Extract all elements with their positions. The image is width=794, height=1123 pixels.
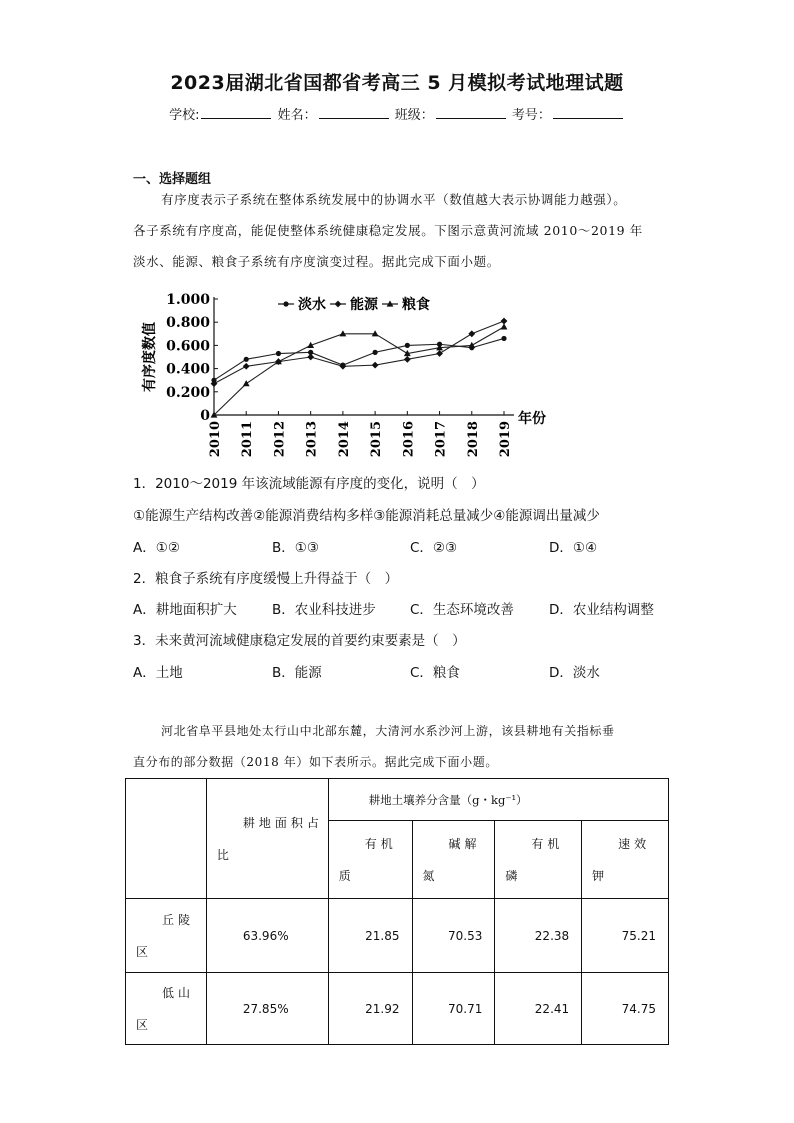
x-tick-label: 2010 xyxy=(208,421,223,458)
area-header-line: 耕地面积占 xyxy=(242,815,323,830)
data-point xyxy=(243,363,250,370)
row-name-line: 区 xyxy=(136,944,153,959)
cell-organic-phosphorus: 22.38 xyxy=(495,899,582,973)
row-name-hilly xyxy=(126,899,207,973)
x-tick-label: 2012 xyxy=(272,421,288,458)
data-point xyxy=(276,351,281,356)
y-axis-label: 有序度数值 xyxy=(142,322,158,392)
col-header-line: 有机 xyxy=(364,836,397,851)
row-name-line: 区 xyxy=(136,1017,153,1032)
class-blank[interactable] xyxy=(436,106,506,119)
q1-statements: ①能源生产结构改善②能源消费结构多样③能源消耗总量减少④能源调出量减少 xyxy=(133,508,600,524)
passage-1-line: 有序度表示子系统在整体系统发展中的协调水平（数值越大表示协调能力越强）。 xyxy=(161,192,627,207)
col-header-line: 有机 xyxy=(531,836,564,851)
cell-alkali-nitrogen: 70.53 xyxy=(412,899,495,973)
data-point xyxy=(404,356,411,363)
data-point xyxy=(501,323,508,329)
q2-option-b[interactable]: B．农业科技进步 xyxy=(272,602,376,618)
x-tick-label: 2011 xyxy=(240,421,256,458)
series-line xyxy=(214,321,504,384)
y-tick-label: 0.200 xyxy=(166,384,210,401)
area-header-line: 比 xyxy=(216,847,233,862)
data-point xyxy=(243,380,250,386)
cell-area: 27.85% xyxy=(206,973,328,1045)
q1-option-d[interactable]: D．①④ xyxy=(549,540,598,556)
cell-area: 63.96% xyxy=(206,899,328,973)
q1-stem: 1．2010～2019 年该流域能源有序度的变化，说明（ ） xyxy=(133,476,485,492)
passage-1-line: 各子系统有序度高，能促使整体系统健康稳定发展。下图示意黄河流域 2010～2019 年 xyxy=(133,223,643,238)
data-point xyxy=(211,380,218,387)
exam-title: 2023届湖北省国都省考高三 5 月模拟考试地理试题 xyxy=(170,72,624,94)
data-point xyxy=(468,342,475,348)
name-label: 姓名： xyxy=(277,108,317,123)
section-heading: 一、选择题组 xyxy=(133,172,212,187)
cell-organic-phosphorus: 22.41 xyxy=(495,973,582,1045)
cell-organic-matter: 21.85 xyxy=(328,899,412,973)
school-label: 学校: xyxy=(169,108,200,123)
legend-label: 淡水 xyxy=(298,297,326,313)
y-tick-label: 0.600 xyxy=(166,338,210,355)
passage-2-line: 河北省阜平县地处太行山中北部东麓，大清河水系沙河上游，该县耕地有关指标垂 xyxy=(161,724,615,738)
col-header-available-potassium xyxy=(582,821,669,899)
row-name-line: 丘陵 xyxy=(162,912,195,927)
q3-option-c[interactable]: C．粮食 xyxy=(410,665,460,681)
cell-available-potassium: 74.75 xyxy=(582,973,669,1045)
x-tick-label: 2019 xyxy=(498,421,513,458)
name-blank[interactable] xyxy=(319,106,389,119)
legend-label: 粮食 xyxy=(402,297,430,313)
q2-stem: 2．粮食子系统有序度缓慢上升得益于（ ） xyxy=(133,571,399,587)
school-blank[interactable] xyxy=(201,106,271,119)
passage-2 xyxy=(133,716,663,778)
data-point xyxy=(468,330,475,337)
col-header-line: 钾 xyxy=(592,868,609,883)
col-header-line: 氮 xyxy=(422,868,439,883)
data-point xyxy=(373,350,378,355)
cell-alkali-nitrogen: 70.71 xyxy=(412,973,495,1045)
passage-2-line: 直分布的部分数据（2018 年）如下表所示。据此完成下面小题。 xyxy=(133,755,498,769)
q3-option-a[interactable]: A．土地 xyxy=(133,665,183,681)
col-header-line: 碱解 xyxy=(448,836,481,851)
y-tick-label: 0 xyxy=(200,408,210,424)
q2-option-d[interactable]: D．农业结构调整 xyxy=(549,602,654,618)
q1-option-c[interactable]: C．②③ xyxy=(410,540,458,556)
x-tick-label: 2018 xyxy=(465,421,481,458)
y-tick-label: 1.000 xyxy=(166,292,210,308)
passage-1-line: 淡水、能源、粮食子系统有序度演变过程。据此完成下面小题。 xyxy=(133,254,500,269)
col-header-organic-phosphorus xyxy=(495,821,582,899)
table-corner-cell xyxy=(126,779,207,899)
student-info-line xyxy=(0,104,794,123)
data-point xyxy=(436,350,443,357)
table-row xyxy=(126,899,669,973)
data-point xyxy=(307,354,314,361)
q3-stem: 3．未来黄河流域健康稳定发展的首要约束要素是（ ） xyxy=(133,633,466,649)
q2-option-a[interactable]: A．耕地面积扩大 xyxy=(133,602,237,618)
x-tick-label: 2016 xyxy=(401,421,417,458)
x-axis-label: 年份 xyxy=(518,411,546,427)
id-blank[interactable] xyxy=(553,106,623,119)
area-header xyxy=(206,779,328,899)
data-point xyxy=(372,362,379,369)
row-name-line: 低山 xyxy=(162,985,195,1000)
cell-organic-matter: 21.92 xyxy=(328,973,412,1045)
legend-label: 能源 xyxy=(350,297,378,313)
data-point xyxy=(244,357,249,362)
ordering-degree-chart xyxy=(138,288,568,468)
id-label: 考号： xyxy=(511,108,551,123)
q2-option-c[interactable]: C．生态环境改善 xyxy=(410,602,514,618)
series-line xyxy=(214,338,504,380)
data-point xyxy=(283,301,288,306)
col-header-line: 质 xyxy=(338,868,355,883)
data-point xyxy=(405,343,410,348)
y-tick-label: 0.400 xyxy=(166,361,210,378)
cell-available-potassium: 75.21 xyxy=(582,899,669,973)
data-point xyxy=(501,336,506,341)
q1-option-a[interactable]: A．①② xyxy=(133,540,180,556)
row-name-low-mountain xyxy=(126,973,207,1045)
q3-option-b[interactable]: B．能源 xyxy=(272,665,322,681)
col-header-organic-matter xyxy=(328,821,412,899)
col-header-line: 磷 xyxy=(505,868,522,883)
y-tick-label: 0.800 xyxy=(166,315,210,332)
passage-1 xyxy=(133,184,663,277)
q3-option-d[interactable]: D．淡水 xyxy=(549,665,600,681)
x-tick-label: 2013 xyxy=(304,421,320,458)
x-tick-label: 2015 xyxy=(369,421,385,458)
table-row xyxy=(126,973,669,1045)
soil-header: 耕地土壤养分含量（g・kg⁻¹） xyxy=(328,779,668,821)
q1-option-b[interactable]: B．①③ xyxy=(272,540,319,556)
x-tick-label: 2014 xyxy=(336,421,352,458)
col-header-alkali-nitrogen xyxy=(412,821,495,899)
x-tick-label: 2017 xyxy=(433,421,449,458)
data-point xyxy=(335,301,342,308)
soil-nutrient-table xyxy=(125,778,669,1045)
class-label: 班级： xyxy=(394,108,434,123)
col-header-line: 速效 xyxy=(618,836,651,851)
